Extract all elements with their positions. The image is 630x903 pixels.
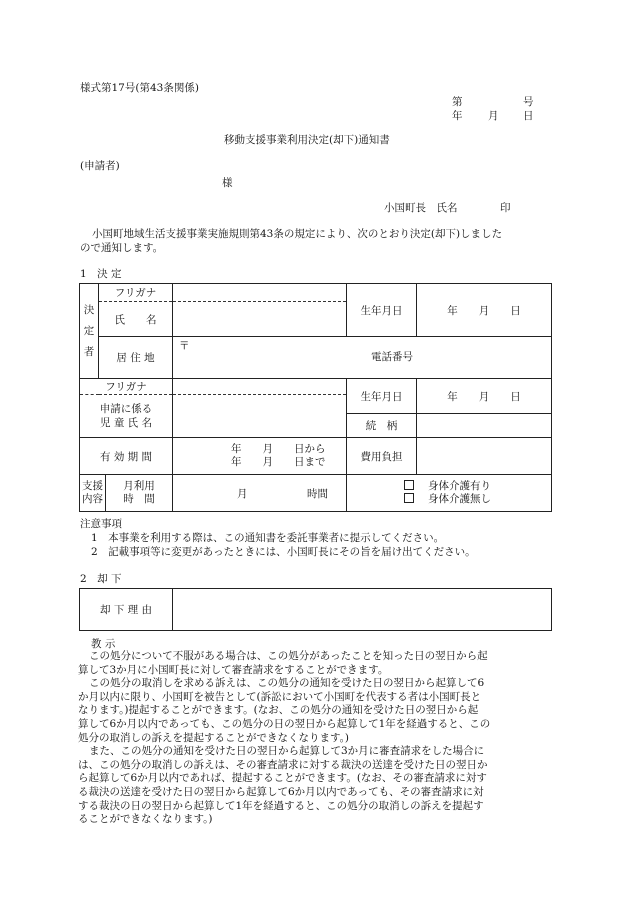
- checkbox-icon[interactable]: [404, 493, 414, 503]
- number-suffix: 号: [523, 96, 534, 108]
- rejection-reason-field: [173, 589, 552, 631]
- postal-mark: 〒: [179, 340, 190, 352]
- applicant-label: (申請者): [80, 160, 120, 172]
- instruction-heading: 教 示: [91, 638, 116, 650]
- phone-label: 電話番号: [371, 351, 413, 363]
- seal-mark: 印: [500, 202, 511, 214]
- notes-item-2: 2 記載事項等に変更があったときには、小国町長にその旨を届け出てください。: [91, 546, 476, 558]
- relationship-field: [417, 414, 552, 438]
- rejection-heading: 2 却 下: [80, 573, 122, 585]
- relationship-label: 続 柄: [347, 414, 417, 438]
- document-title: 移動支援事業利用決定(却下)通知書: [224, 134, 390, 146]
- care-no-option[interactable]: 身体介護無し: [404, 493, 551, 506]
- monthly-hours-label: 月利用 時 間: [123, 480, 155, 505]
- child-name-field: [173, 395, 347, 438]
- form-number: 様式第17号(第43条関係): [80, 82, 199, 94]
- address-label: 居 住 地: [99, 337, 173, 379]
- validity-label: 有 効 期 間: [80, 438, 173, 475]
- child-furigana-label: フリガナ: [80, 379, 173, 395]
- rejection-table: [79, 588, 552, 631]
- child-dob-label: 生年月日: [347, 379, 417, 414]
- cost-burden-label: 費用負担: [347, 438, 417, 475]
- notes-item-1: 1 本事業を利用する際は、この通知書を委託事業者に提示してください。: [91, 532, 445, 544]
- notes-heading: 注意事項: [80, 518, 122, 530]
- intro-line2: ので通知します。: [80, 242, 164, 254]
- decision-table: [79, 283, 552, 512]
- body-care-options: [347, 475, 552, 512]
- issuer-name: 小国町長 氏名: [384, 202, 458, 214]
- decider-label: 決 定 者: [80, 284, 99, 379]
- hours-unit: 時間: [307, 488, 328, 500]
- monthly-hours-field: [173, 475, 347, 512]
- dob-label: 生年月日: [347, 284, 417, 337]
- support-content-label: [80, 475, 173, 512]
- applicant-honorific: 様: [222, 177, 233, 189]
- name-label: 氏 名: [99, 302, 173, 337]
- date-day: 日: [523, 110, 534, 122]
- checkbox-icon[interactable]: [404, 480, 414, 490]
- care-yes-option[interactable]: 身体介護有り: [404, 480, 551, 493]
- child-name-label: 申請に係る 児 童 氏 名: [80, 395, 173, 438]
- decision-heading: 1 決 定: [80, 268, 122, 280]
- number-prefix: 第: [452, 96, 463, 108]
- child-furigana-field: [173, 379, 347, 395]
- validity-period: 年 月 日から 年 月 日まで: [173, 438, 347, 475]
- furigana-label: フリガナ: [99, 284, 173, 302]
- dob-value: 年 月 日: [417, 284, 552, 337]
- month-unit: 月: [237, 488, 248, 500]
- date-year: 年: [452, 110, 463, 122]
- rejection-reason-label: 却 下 理 由: [80, 589, 173, 631]
- address-field: [173, 337, 552, 379]
- cost-burden-field: [417, 438, 552, 475]
- date-month: 月: [488, 110, 499, 122]
- instruction-body: この処分について不服がある場合は、この処分があったことを知った日の翌日から起 算して3か月に小国町長に対して審査請求をすることができます。 この処分の取消しを求める訴えは、この処分の通知を受けた日の翌日から起算して6 か月以内に限り、小国町を被告として(訴訟において小国町を代表する者は小国町長と なります。)提起することができます。(なお、この処分の通知を受けた日の翌日から起 算して6か月以内であっても、この処分の日の翌日から起算して1年を経過すると、この 処分の取消しの訴えを提起することができなくなります。) また、この処分の通知を受けた日の翌日から起算して3か月に審査請求をした場合に は、この処分の取消しの訴えは、その審査請求に対する裁決の送達を受けた日の翌日か ら起算して6か月以内であれば、提起することができます。(なお、その審査請求に対す る裁決の送達を受けた日の翌日から起算して6か月以内であっても、その審査請求に対 する裁決の日の翌日から起算して1年を経過すると、この処分の取消しの訴えを提起す ることができなくなります。): [78, 650, 491, 826]
- furigana-field: [173, 284, 347, 302]
- name-field: [173, 302, 347, 337]
- support-label: 支援 内容: [80, 475, 106, 511]
- intro-line1: 小国町地域生活支援事業実施規則第43条の規定により、次のとおり決定(却下)しました: [92, 228, 503, 240]
- child-dob-value: 年 月 日: [417, 379, 552, 414]
